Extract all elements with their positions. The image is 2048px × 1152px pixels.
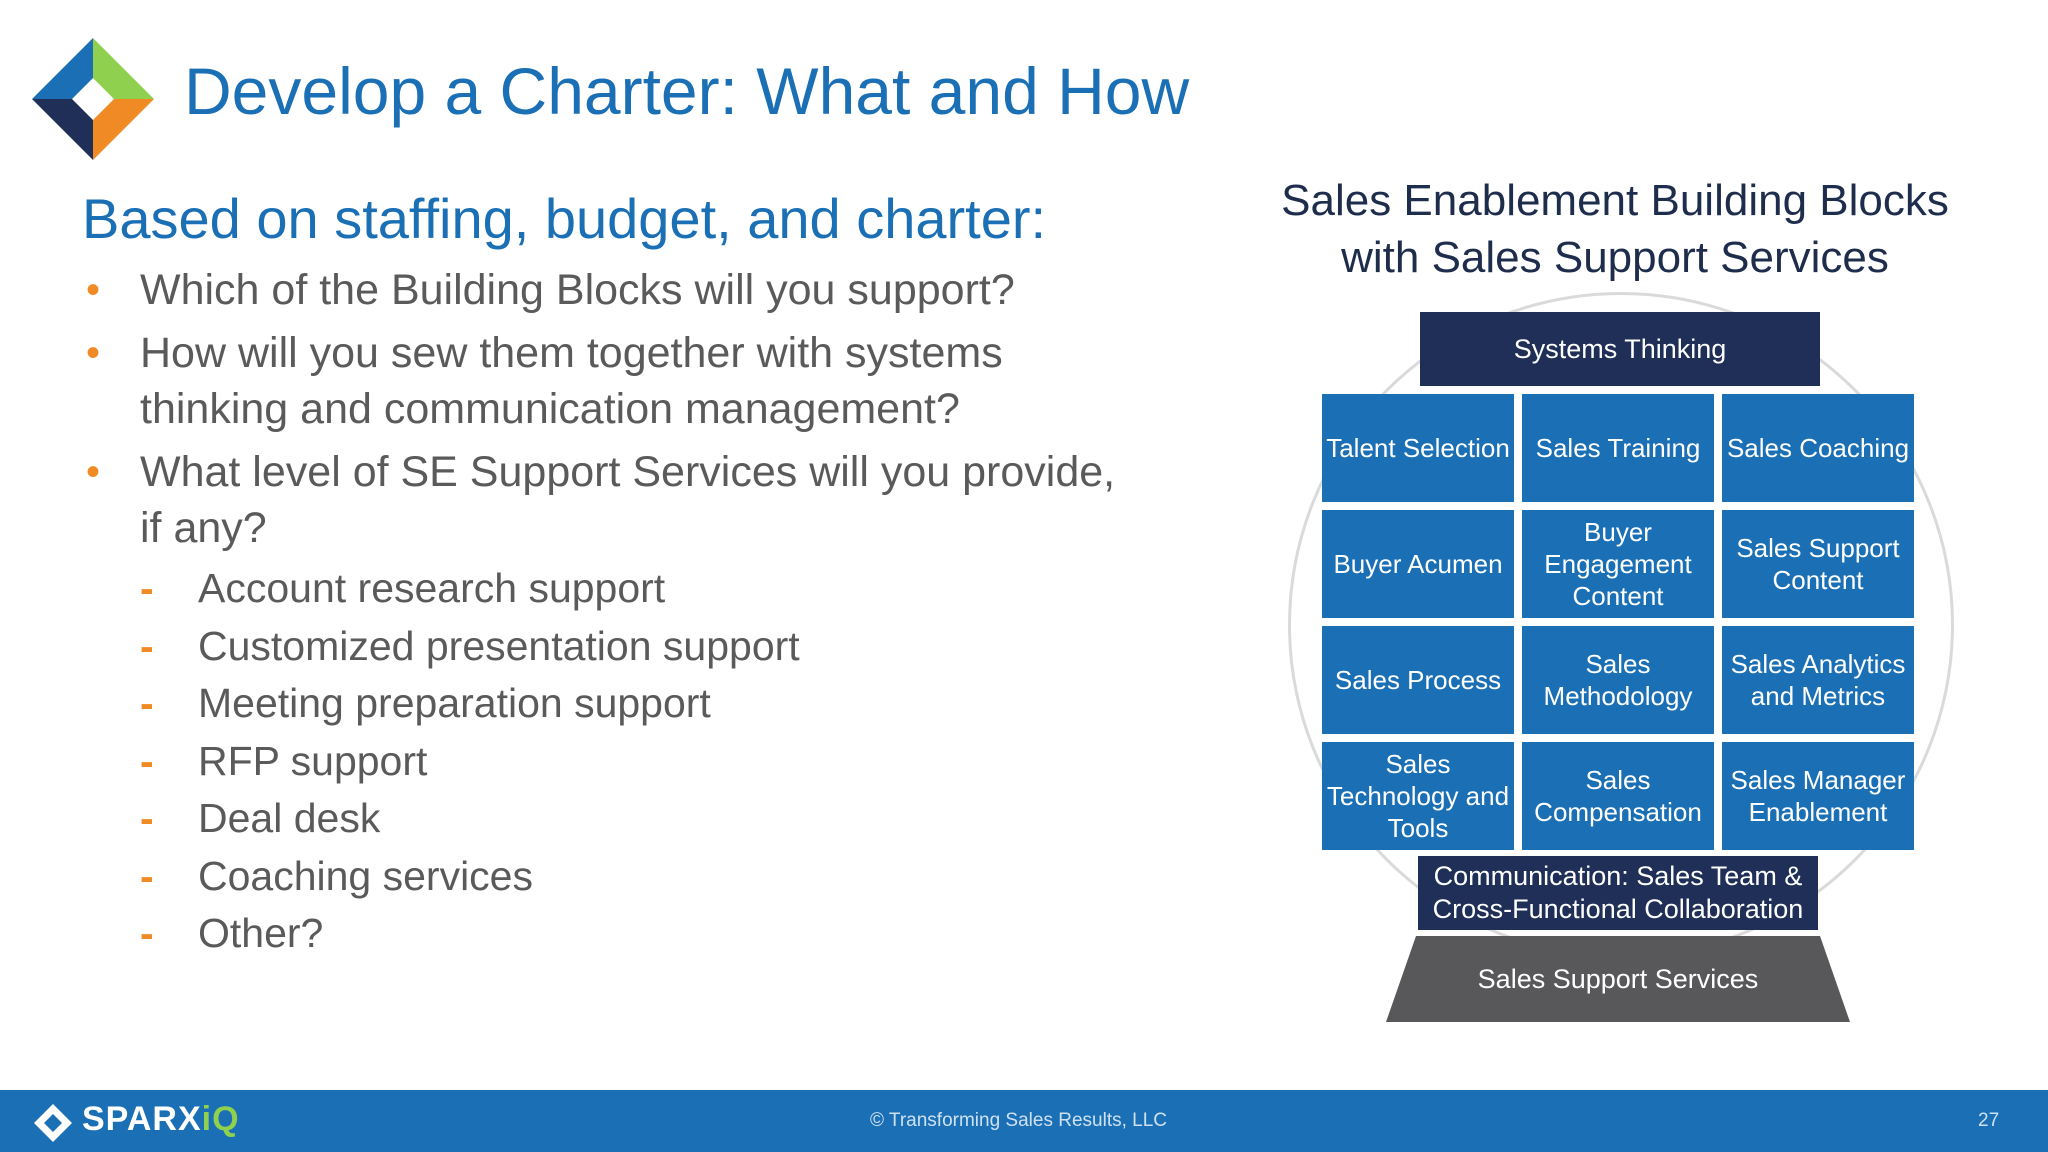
sales-support-services-base	[1386, 936, 1850, 1022]
footer-logo-icon	[34, 1104, 72, 1142]
bullet-dot-icon: •	[86, 450, 101, 494]
dash-icon: -	[140, 795, 154, 841]
block-sales-compensation: Sales Compensation	[1522, 742, 1714, 850]
block-sales-training: Sales Training	[1522, 394, 1714, 502]
sub-bullet-item: - Coaching services	[140, 848, 1040, 906]
section-heading: Based on staffing, budget, and charter:	[82, 187, 1047, 250]
block-sales-support-content: Sales Support Content	[1722, 510, 1914, 618]
dash-icon: -	[140, 565, 154, 611]
bullet-dot-icon: •	[86, 268, 101, 312]
block-sales-coaching: Sales Coaching	[1722, 394, 1914, 502]
diagram-title: Sales Enablement Building Blocks with Sales Support Services	[1281, 176, 1949, 282]
sub-bullet-item: - Other?	[140, 905, 1040, 963]
sub-bullet-item: - RFP support	[140, 733, 1040, 791]
dash-icon: -	[140, 910, 154, 956]
block-buyer-engagement-content: Buyer Engagement Content	[1522, 510, 1714, 618]
sub-bullet-item: - Deal desk	[140, 790, 1040, 848]
dash-icon: -	[140, 852, 154, 899]
page-title: Develop a Charter: What and How	[184, 54, 1190, 128]
footer-brand: SPARXiQ	[82, 1100, 240, 1138]
block-sales-manager-enablement: Sales Manager Enablement	[1722, 742, 1914, 850]
communication-box: Communication: Sales Team & Cross-Functional Collaboration	[1418, 856, 1818, 930]
sales-support-services-label: Sales Support Services	[1477, 963, 1759, 994]
dash-icon: -	[140, 737, 154, 784]
bullet-item: • Which of the Building Blocks will you support?	[82, 262, 1162, 318]
block-talent-selection: Talent Selection	[1322, 394, 1514, 502]
sub-bullet-list	[140, 560, 1040, 963]
bullet-list	[82, 262, 1162, 563]
systems-thinking-box: Systems Thinking	[1420, 312, 1820, 386]
block-buyer-acumen: Buyer Acumen	[1322, 510, 1514, 618]
block-sales-technology-tools: Sales Technology and Tools	[1322, 742, 1514, 850]
sub-bullet-item: - Meeting preparation support	[140, 675, 1040, 733]
page-number: 27	[1978, 1110, 2000, 1131]
block-sales-process: Sales Process	[1322, 626, 1514, 734]
bullet-dot-icon: •	[86, 331, 101, 375]
footer-bar	[0, 1090, 2048, 1152]
block-sales-analytics-metrics: Sales Analytics and Metrics	[1722, 626, 1914, 734]
bullet-item: • What level of SE Support Services will you provide, if any?	[82, 444, 1140, 556]
sub-bullet-item: - Customized presentation support	[140, 618, 1040, 676]
dash-icon: -	[140, 622, 154, 669]
dash-icon: -	[140, 680, 154, 726]
sub-bullet-item: - Account research support	[140, 560, 1040, 618]
block-sales-methodology: Sales Methodology	[1522, 626, 1714, 734]
copyright-text: © Transforming Sales Results, LLC	[870, 1110, 1168, 1131]
bullet-item: • How will you sew them together with systems thinking and communication management?	[82, 325, 1160, 437]
company-logo	[32, 38, 154, 160]
